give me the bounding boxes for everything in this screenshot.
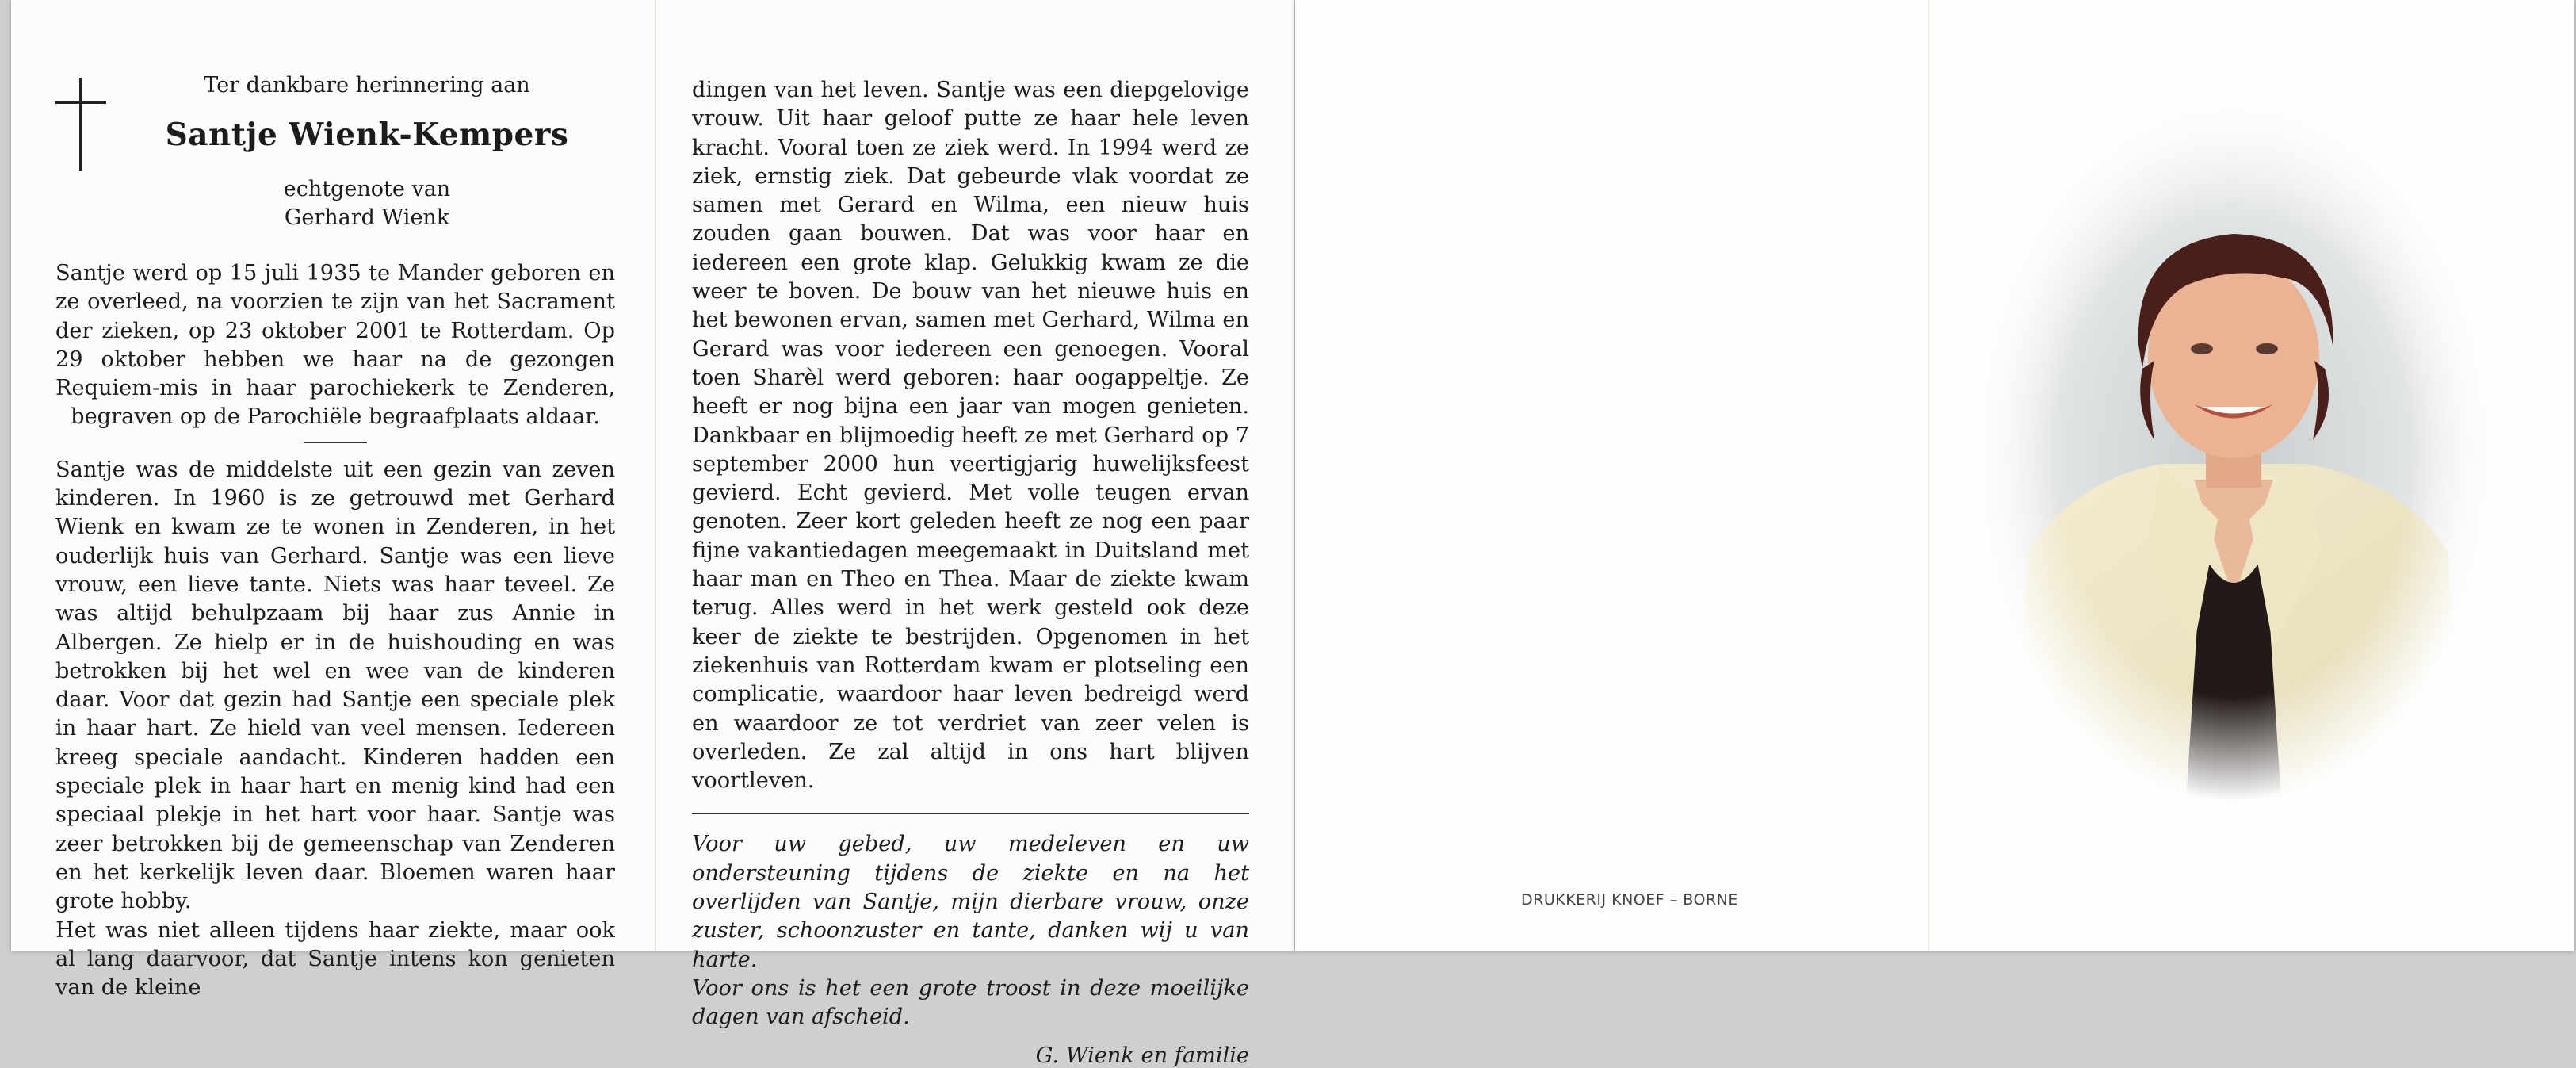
memorial-text-page-2 <box>692 76 1249 1068</box>
section-divider <box>692 813 1249 814</box>
biography-paragraph-3: Het was niet alleen tijdens haar ziekte, maar ook al lang daarvoor, dat Santje intens kon genieten van de kleine <box>55 917 615 1001</box>
portrait-illustration <box>1980 107 2487 801</box>
deceased-name: Santje Wienk-Kempers <box>165 117 569 153</box>
biography-paragraph-2: Santje was de middelste uit een gezin van zeven kinderen. In 1960 is ze getrouwd met Gerhard Wienk en kwam ze te wonen in Zenderen, in het ouderlijk huis van Gerhard. Santje was een lieve vrouw, een lieve tante. Niets was haar teveel. Ze was altijd behulpzaam bij haar zus Annie in Albergen. Ze hielp er in de huishouding en was betrokken bij het wel en wee van de kinderen daar. Voor dat gezin had Santje een speciale plek in haar hart. Ze hield van veel mensen. Iedereen kreeg speciale aandacht. Kinderen hadden een speciale plek in haar hart en menig kind had een speciaal plekje in het hart voor haar. Santje was zeer betrokken bij de gemeenschap van Zenderen en het kerkelijk leven daar. Bloemen waren haar grote hobby. <box>55 457 615 914</box>
printer-credit: DRUKKERIJ KNOEF – BORNE <box>1521 891 1738 909</box>
fold-line-left <box>655 0 656 951</box>
spouse-line-2: Gerhard Wienk <box>284 205 450 230</box>
spouse-line-1: echtgenote van <box>283 177 451 201</box>
thanks-paragraph-2: Voor ons is het een grote troost in deze moeilijke dagen van afscheid. <box>692 975 1249 1030</box>
short-divider <box>304 442 367 443</box>
signature: G. Wienk en familie <box>1035 1043 1249 1068</box>
fold-line-right <box>1928 0 1929 951</box>
portrait-photo <box>1980 107 2487 801</box>
intro-text: Ter dankbare herinnering aan <box>204 73 530 98</box>
biography-paragraph-1: Santje werd op 15 juli 1935 te Mander geboren en ze overleed, na voorzien te zijn van het Sacrament der zieken, op 23 oktober 2001 te Rotterdam. Op 29 oktober hebben we haar na de gezongen Requiem-mis in haar parochiekerk te Zenderen, begraven op de Parochiële begraafplaats aldaar. <box>55 261 615 430</box>
spouse-block <box>55 175 615 232</box>
memorial-text-page-1 <box>55 73 615 1002</box>
biography-continuation: dingen van het leven. Santje was een diepgelovige vrouw. Uit haar geloof putte ze haar hele leven kracht. Vooral toen ze ziek werd. In 1994 werd ze ziek, ernstig ziek. Dat gebeurde vlak voordat ze samen met Gerard en Wilma, een nieuw huis zouden gaan bouwen. Dat was voor haar en iedereen een grote klap. Gelukkig kwam ze die weer te boven. De bouw van het nieuwe huis en het bewonen ervan, samen met Gerhard, Wilma en Gerard was voor iedereen een genoegen. Vooral toen Sharèl werd geboren: haar oogappeltje. Ze heeft er nog bijna een jaar van mogen genieten. Dankbaar en blijmoedig heeft ze met Gerhard op 7 september 2000 hun veertigjarig huwelijksfeest gevierd. Echt gevierd. Met volle teugen ervan genoten. Zeer kort geleden heeft ze nog een paar fijne vakantiedagen meegemaakt in Duitsland met haar man en Theo en Thea. Maar de ziekte kwam terug. Alles werd in het werk gesteld ook deze keer de ziekte te bestrijden. Opgenomen in het ziekenhuis van Rotterdam kwam er plotseling een complicatie, waardoor haar leven bedreigd werd en waardoor ze tot verdriet van zeer velen is overleden. Ze zal altijd in ons hart blijven voortleven. <box>692 78 1249 794</box>
thanks-paragraph-1: Voor uw gebed, uw medeleven en uw ondersteuning tijdens de ziekte en na het overlijden van Santje, mijn dierbare vrouw, onze zuster, schoonzuster en tante, danken wij u van harte. <box>692 832 1249 972</box>
